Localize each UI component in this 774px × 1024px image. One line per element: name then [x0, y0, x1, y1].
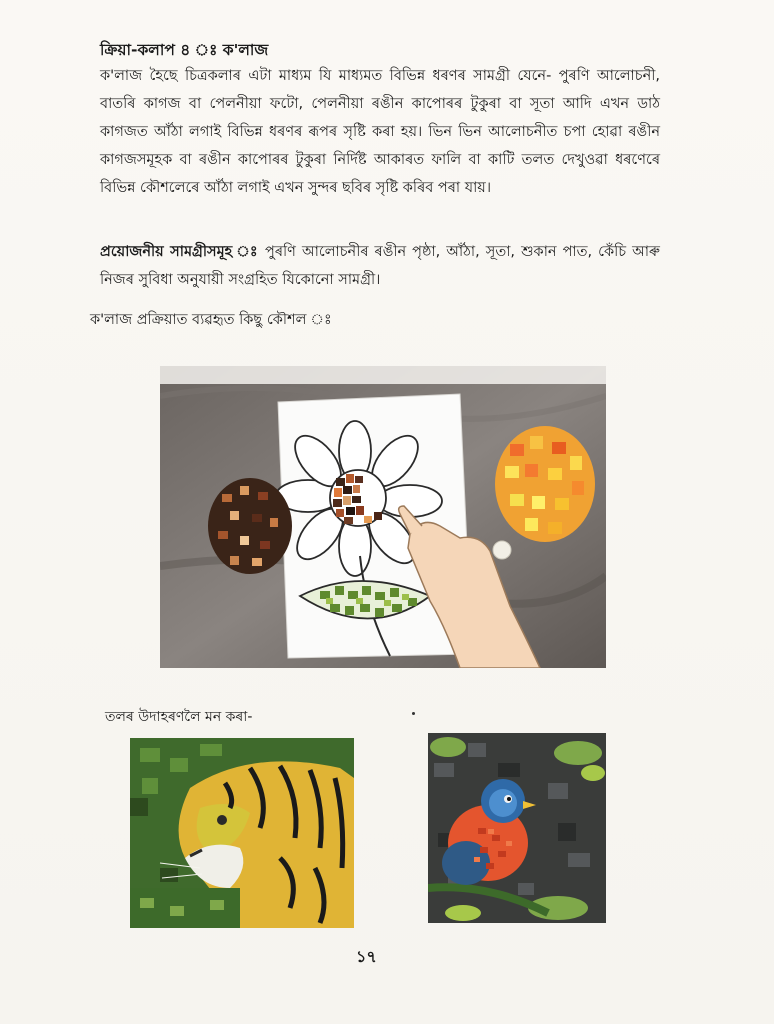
materials-paragraph	[100, 238, 660, 294]
materials-label: প্ৰয়োজনীয় সামগ্ৰীসমূহ ঃ	[100, 244, 259, 260]
collage-process-illustration	[160, 366, 606, 668]
stray-dot	[412, 712, 415, 715]
techniques-label: ক'লাজ প্ৰক্ৰিয়াত ব্যৱহৃত কিছু কৌশল ঃ	[90, 312, 332, 328]
page-number: ১৭	[356, 947, 377, 966]
activity-heading: ক্ৰিয়া-কলাপ ৪ ঃ ক'লাজ	[100, 41, 269, 59]
examples-label: তলৰ উদাহৰণলৈ মন কৰা-	[105, 709, 253, 725]
tiger-collage-image	[130, 738, 354, 928]
bird-collage-image	[428, 733, 606, 923]
materials-text: পুৰণি আলোচনীৰ ৰঙীন পৃষ্ঠা, আঁঠা, সূতা, শুকান পাত, কেঁচি আৰু নিজৰ সুবিধা অনুযায়ী সংগ্ৰহিত যিকোনো সামগ্ৰী।	[100, 244, 660, 288]
collage-description-paragraph: ক'লাজ হৈছে চিত্ৰকলাৰ এটা মাধ্যম যি মাধ্যমত বিভিন্ন ধৰণৰ সামগ্ৰী যেনে- পুৰণি আলোচনী, বাতৰি কাগজ বা পেলনীয়া ফটো, পেলনীয়া ৰঙীন কাপোৰৰ টুকুৰা বা সূতা আদি এখন ডাঠ কাগজত আঁঠা লগাই বিভিন্ন ধৰণৰ ৰূপৰ সৃষ্টি কৰা হয়। ভিন ভিন আলোচনীত চপা হোৱা ৰঙীন কাগজসমূহক বা ৰঙীন কাপোৰৰ টুকুৰা নিৰ্দিষ্ট আকাৰত ফালি বা কাটি তলত দেখুওৱা ধৰণেৰে বিভিন্ন কৌশলেৰে আঁঠা লগাই এখন সুন্দৰ ছবিৰ সৃষ্টি কৰিব পৰা যায়।	[100, 68, 660, 196]
